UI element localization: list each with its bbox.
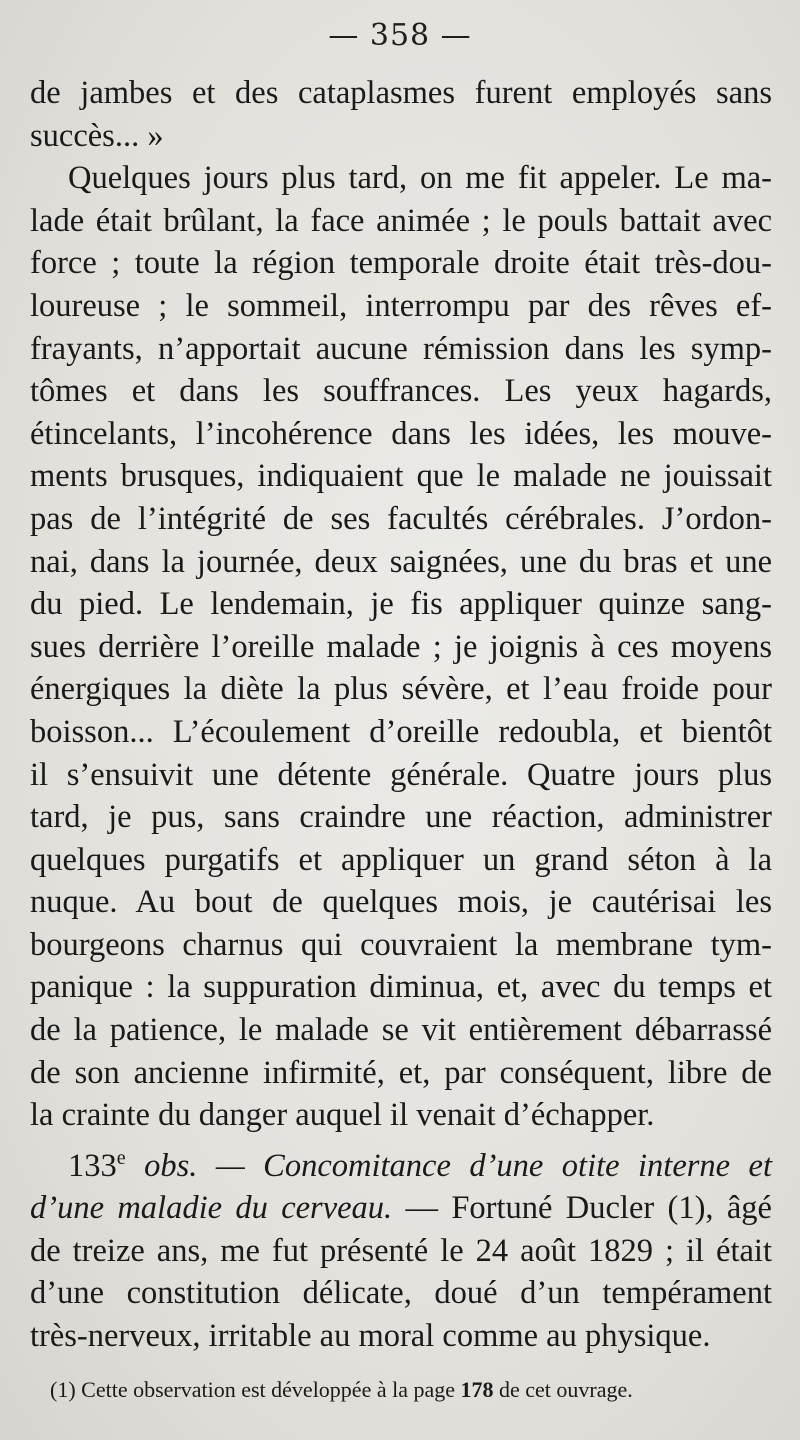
text-line: Quelques jours plus tard, on me fit appeler. Le ma- xyxy=(68,160,772,197)
observation-heading-line xyxy=(30,1137,772,1187)
text-line: de la patience, le malade se vit entièrement débarrassé xyxy=(30,1012,772,1049)
observation-title-part: obs. — Concomitance d’une otite interne et xyxy=(125,1147,772,1184)
text-line: nuque. Au bout de quelques mois, je cautérisai les xyxy=(30,884,772,921)
text-line: pas de l’intégrité de ses facultés cérébrales. J’ordon- xyxy=(30,500,772,537)
observation-heading-line xyxy=(30,1187,772,1230)
text-line: frayants, n’apportait aucune rémission dans les symp- xyxy=(30,330,772,367)
body-text xyxy=(30,72,772,1358)
text-line: panique : la suppuration diminua, et, avec du temps et xyxy=(30,969,772,1006)
text-line: force ; toute la région temporale droite était très-dou- xyxy=(30,245,772,282)
ordinal-suffix: e xyxy=(116,1146,126,1169)
paragraph-treatment xyxy=(30,157,772,1137)
text-line: il s’ensuivit une détente générale. Quatre jours plus xyxy=(30,756,772,793)
text-line: nai, dans la journée, deux saignées, une du bras et une xyxy=(30,543,772,580)
text-line: la crainte du danger auquel il venait d’échapper. xyxy=(30,1097,655,1134)
text-line: ments brusques, indiquaient que le malade ne jouissait xyxy=(30,458,772,495)
text-line: tard, je pus, sans craindre une réaction, administrer xyxy=(30,799,772,836)
text-line: très-nerveux, irritable au moral comme au physique. xyxy=(30,1318,711,1355)
text-line: de treize ans, me fut présenté le 24 août 1829 ; il était xyxy=(30,1232,772,1269)
observation-text: — Fortuné Ducler (1), âgé xyxy=(392,1190,772,1227)
footnote-text-end: de cet ouvrage. xyxy=(493,1377,633,1402)
footnote-page-ref: 178 xyxy=(460,1377,494,1402)
text-line: loureuse ; le sommeil, interrompu par des rêves ef- xyxy=(30,287,772,324)
text-line: sues derrière l’oreille malade ; je joignis à ces moyens xyxy=(30,628,772,665)
text-line: succès... » xyxy=(30,117,164,154)
paragraph-continuation xyxy=(30,72,772,157)
text-line: du pied. Le lendemain, je fis appliquer quinze sang- xyxy=(30,586,772,623)
text-line: énergiques la diète la plus sévère, et l’eau froide pour xyxy=(30,671,772,708)
text-line: boisson... L’écoulement d’oreille redoubla, et bientôt xyxy=(30,713,772,750)
footnote xyxy=(50,1376,770,1404)
text-line: d’une constitution délicate, doué d’un tempérament xyxy=(30,1275,772,1312)
text-line: lade était brûlant, la face animée ; le pouls battait avec xyxy=(30,202,772,239)
text-line: de jambes et des cataplasmes furent employés sans xyxy=(30,75,772,111)
text-line: étincelants, l’incohérence dans les idées, les mouve- xyxy=(30,415,772,452)
observation-number: 133 xyxy=(68,1147,117,1184)
text-line: de son ancienne infirmité, et, par conséquent, libre de xyxy=(30,1054,772,1091)
footnote-text: (1) Cette observation est développée à la page xyxy=(50,1377,461,1402)
text-line: tômes et dans les souffrances. Les yeux hagards, xyxy=(30,373,772,410)
observation-title-end: d’une maladie du cerveau. xyxy=(30,1190,393,1227)
text-line: quelques purgatifs et appliquer un grand séton à la xyxy=(30,841,772,878)
text-line: bourgeons charnus qui couvraient la membrane tym- xyxy=(30,926,772,963)
page-number: — 358 — xyxy=(328,18,472,53)
paragraph-observation-133 xyxy=(30,1137,772,1358)
